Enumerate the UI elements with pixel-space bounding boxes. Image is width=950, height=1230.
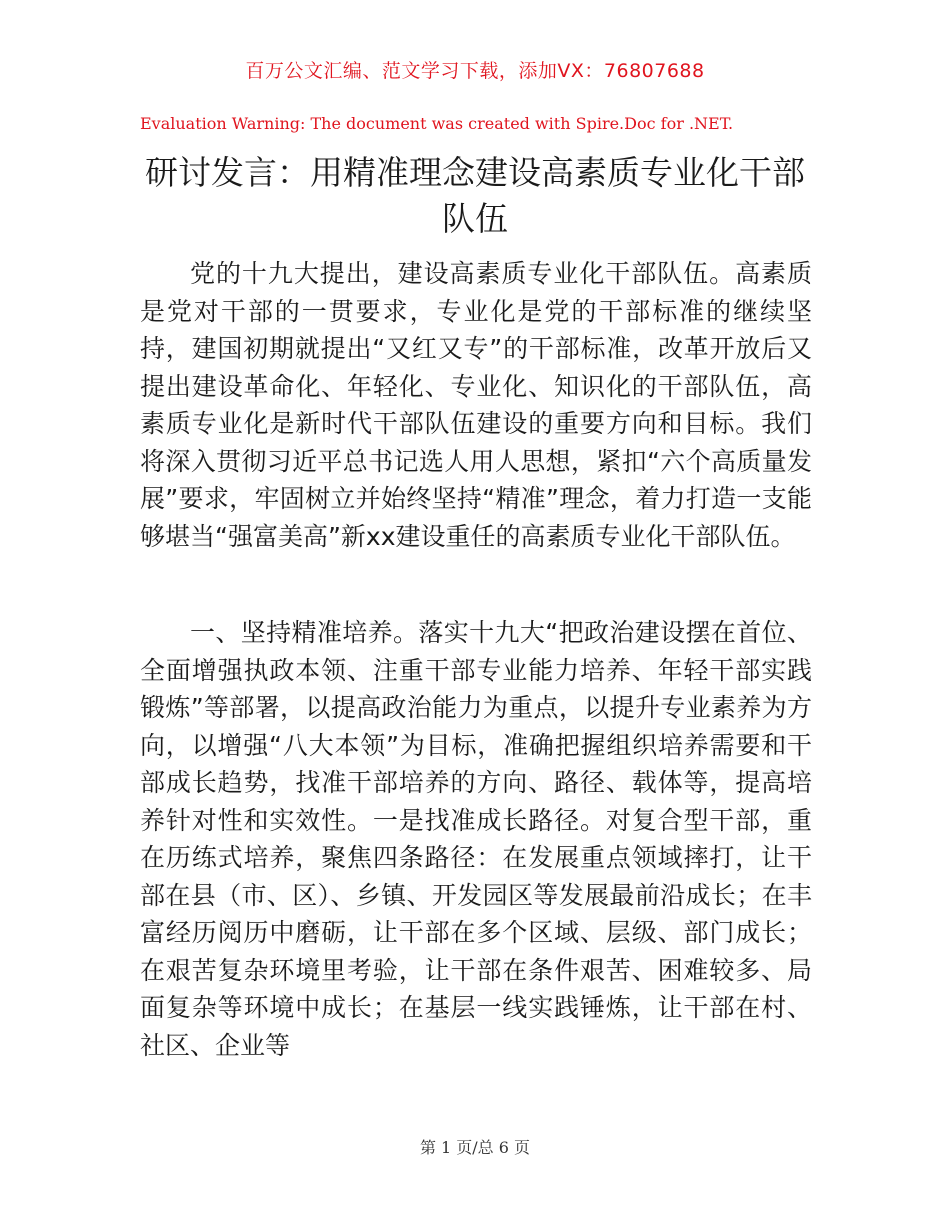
document-title: 研讨发言：用精准理念建设高素质专业化干部队伍: [145, 153, 805, 238]
page-footer: 第 1 页/总 6 页: [419, 1138, 531, 1157]
body-paragraph-intro: 党的十九大提出，建设高素质专业化干部队伍。高素质是党对干部的一贯要求，专业化是党的干部标准的继续坚持，建国初期就提出“又红又专”的干部标准，改革开放后又提出建设革命化、年轻化、专业化、知识化的干部队伍，高素质专业化是新时代干部队伍建设的重要方向和目标。我们将深入贯彻习近平总书记选人用人思想，紧扣“六个高质量发展”要求，牢固树立并始终坚持“精准”理念，着力打造一支能够堪当“强富美高”新xx建设重任的高素质专业化干部队伍。: [140, 259, 812, 551]
evaluation-warning: Evaluation Warning: The document was created with Spire.Doc for .NET.: [140, 114, 734, 133]
header-banner: 百万公文汇编、范文学习下载，添加VX：76807688: [245, 60, 705, 82]
body-paragraph-section-1: 一、坚持精准培养。落实十九大“把政治建设摆在首位、全面增强执政本领、注重干部专业能力培养、年轻干部实践锻炼”等部署，以提高政治能力为重点，以提升专业素养为方向，以增强“八大本领”为目标，准确把握组织培养需要和干部成长趋势，找准干部培养的方向、路径、载体等，提高培养针对性和实效性。一是找准成长路径。对复合型干部，重在历练式培养，聚焦四条路径：在发展重点领域摔打，让干部在县（市、区）、乡镇、开发园区等发展最前沿成长；在丰富经历阅历中磨砺，让干部在多个区域、层级、部门成长；在艰苦复杂环境里考验，让干部在条件艰苦、困难较多、局面复杂等环境中成长；在基层一线实践锤炼，让干部在村、社区、企业等: [140, 618, 812, 1060]
